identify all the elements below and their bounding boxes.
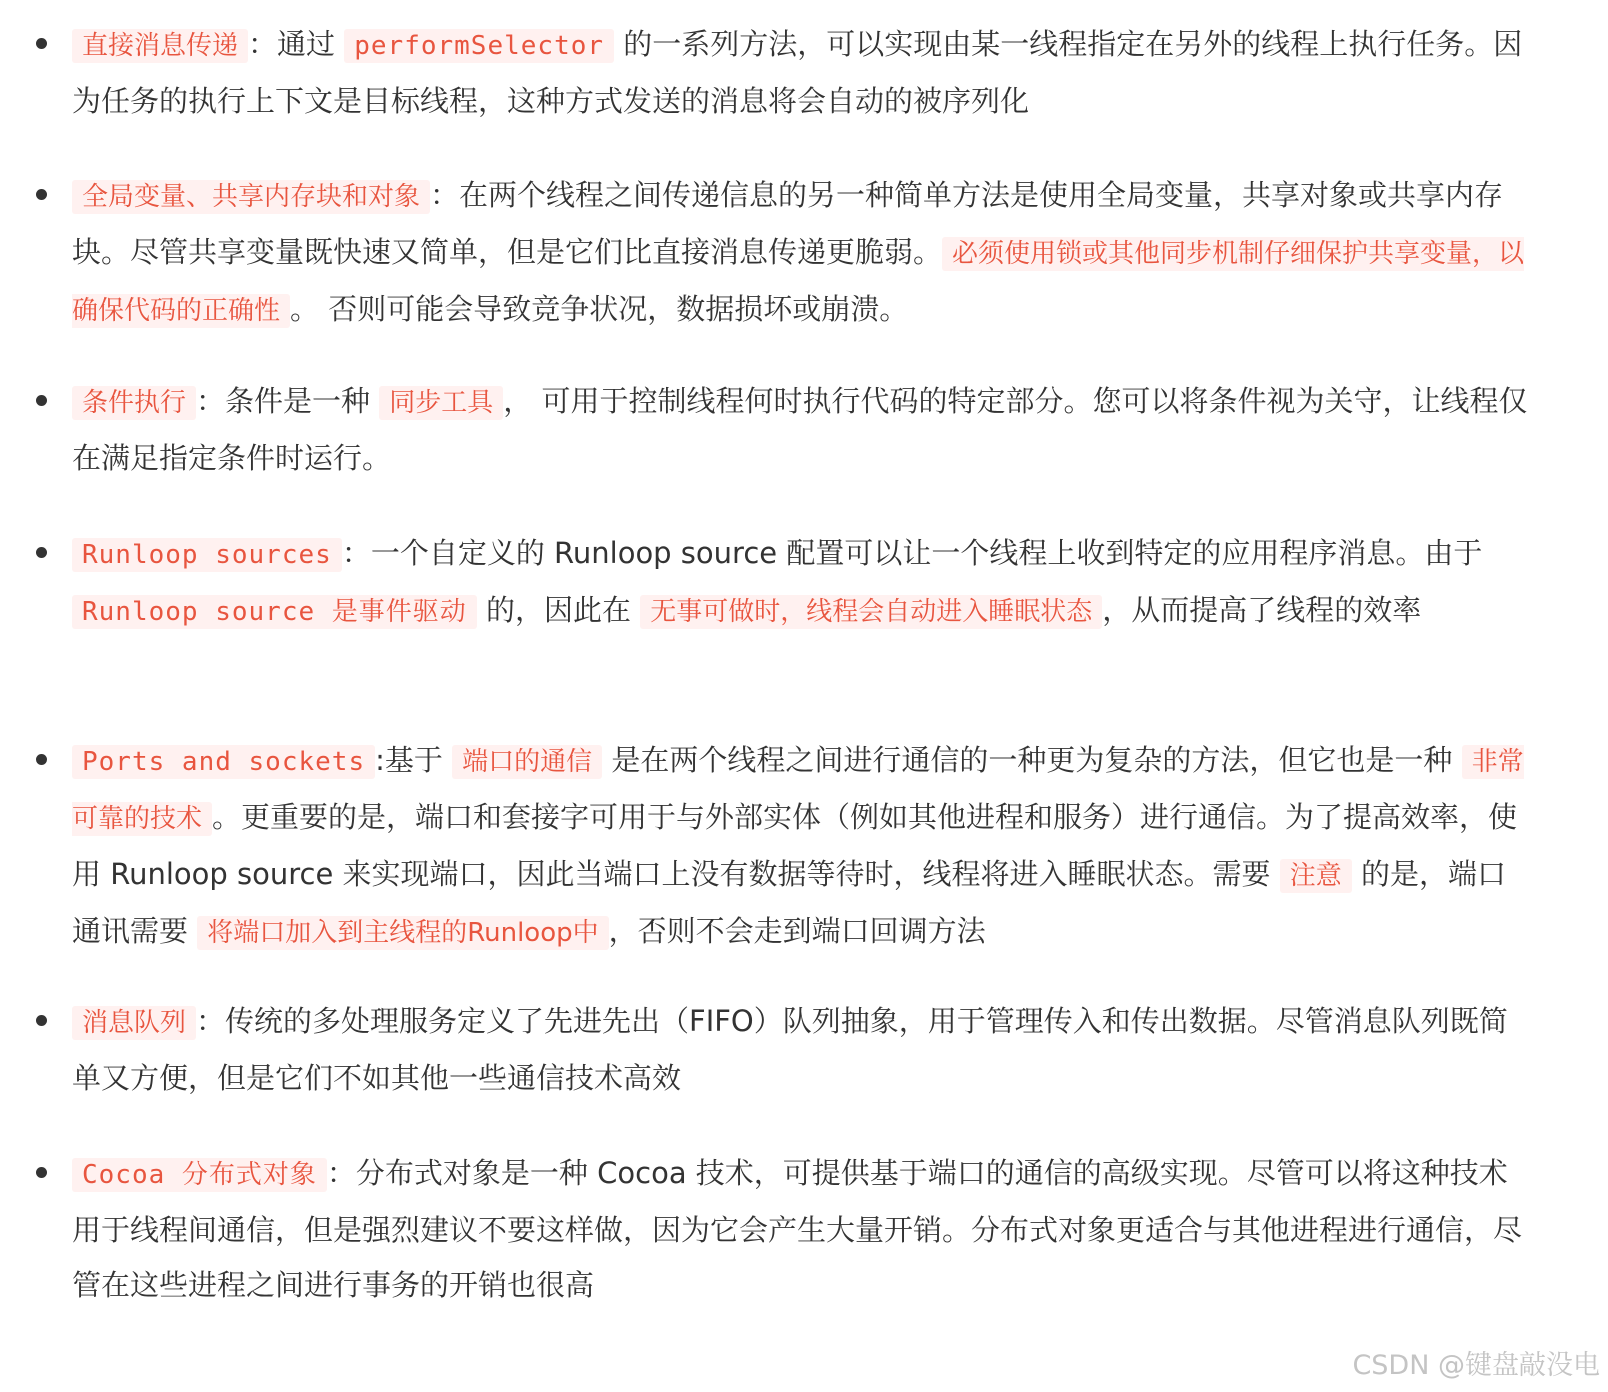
bullet-dot — [36, 189, 47, 200]
highlighted-term: 全局变量、共享内存块和对象 — [72, 180, 430, 214]
bullet-dot — [36, 38, 47, 49]
list-item — [72, 374, 1532, 486]
text-segment: 的是，端口通讯需要 — [72, 857, 1506, 948]
list-item — [72, 1146, 1532, 1313]
list-item-text — [72, 1004, 1508, 1095]
highlighted-term: Runloop source 是事件驱动 — [72, 595, 477, 629]
text-segment: ：传统的多处理服务定义了先进先出（FIFO）队列抽象，用于管理传入和传出数据。尽管消息队列既简单又方便，但是它们不如其他一些通信技术高效 — [72, 1004, 1508, 1095]
highlighted-term: 将端口加入到主线程的Runloop中 — [197, 916, 608, 950]
highlighted-term: 同步工具 — [379, 386, 503, 420]
bullet-dot — [36, 547, 47, 558]
list-item-text — [72, 384, 1527, 475]
highlighted-term: Cocoa 分布式对象 — [72, 1158, 327, 1192]
list-item — [72, 17, 1532, 129]
text-segment: 是在两个线程之间进行通信的一种更为复杂的方法，但它也是一种 — [602, 743, 1462, 777]
text-segment: :基于 — [375, 743, 453, 777]
highlighted-term: 必须使用锁或其他同步机制仔细保护共享变量，以确保代码的正确性 — [72, 239, 1525, 326]
list-item-text — [72, 1156, 1522, 1302]
highlighted-term: 注意 — [1280, 859, 1352, 893]
highlighted-term: 端口的通信 — [452, 745, 602, 779]
list-item — [72, 526, 1532, 640]
list-item — [72, 733, 1532, 961]
highlighted-term: 无事可做时，线程会自动进入睡眠状态 — [640, 595, 1102, 629]
text-segment: 的一系列方法，可以实现由某一线程指定在另外的线程上执行任务。因为任务的执行上下文是目标线程，这种方式发送的消息将会自动的被序列化 — [72, 27, 1523, 118]
highlighted-term: Runloop sources — [72, 538, 342, 572]
text-segment: ：在两个线程之间传递信息的另一种简单方法是使用全局变量，共享对象或共享内存块。尽管共享变量既快速又简单，但是它们比直接消息传递更脆弱。 — [72, 178, 1504, 269]
text-segment: ， 可用于控制线程何时执行代码的特定部分。您可以将条件视为关守，让线程仅在满足指定条件时运行。 — [72, 384, 1528, 475]
text-segment: ，从而提高了线程的效率 — [1102, 593, 1422, 627]
highlighted-term: 非常可靠的技术 — [72, 747, 1524, 834]
watermark: CSDN @键盘敲没电 — [1352, 1350, 1600, 1381]
text-segment: 。更重要的是，端口和套接字可用于与外部实体（例如其他进程和服务）进行通信。为了提高效率，使用 Runloop source 来实现端口，因此当端口上没有数据等待时，线程将进入睡眠状态。需要 — [72, 800, 1518, 891]
text-segment: ：条件是一种 — [196, 384, 380, 418]
highlighted-term: 直接消息传递 — [72, 29, 248, 63]
bullet-dot — [36, 1015, 47, 1026]
text-segment: ，否则不会走到端口回调方法 — [608, 914, 986, 948]
list-item-text — [72, 536, 1482, 627]
list-item-text — [72, 27, 1522, 118]
bullet-dot — [36, 1167, 47, 1178]
highlighted-term: performSelector — [344, 29, 614, 63]
bullet-dot — [36, 754, 47, 765]
text-segment: ：一个自定义的 Runloop source 配置可以让一个线程上收到特定的应用程序消息。由于 — [341, 536, 1483, 570]
text-segment: 。 否则可能会导致竞争状况，数据损坏或崩溃。 — [290, 292, 909, 326]
bullet-dot — [36, 395, 47, 406]
highlighted-term: 条件执行 — [72, 386, 196, 420]
list-item-text — [72, 743, 1524, 948]
text-segment: ：分布式对象是一种 Cocoa 技术，可提供基于端口的通信的高级实现。尽管可以将这种技术用于线程间通信，但是强烈建议不要这样做，因为它会产生大量开销。分布式对象更适合与其他进程进行通信，尽管在这些进程之间进行事务的开销也很高 — [72, 1156, 1523, 1302]
highlighted-term: Ports and sockets — [72, 745, 375, 779]
highlighted-term: 消息队列 — [72, 1006, 196, 1040]
text-segment: 的，因此在 — [476, 593, 641, 627]
list-item — [72, 994, 1532, 1106]
list-item-text — [72, 178, 1524, 326]
text-segment: ：通过 — [248, 27, 345, 61]
list-item — [72, 168, 1532, 339]
